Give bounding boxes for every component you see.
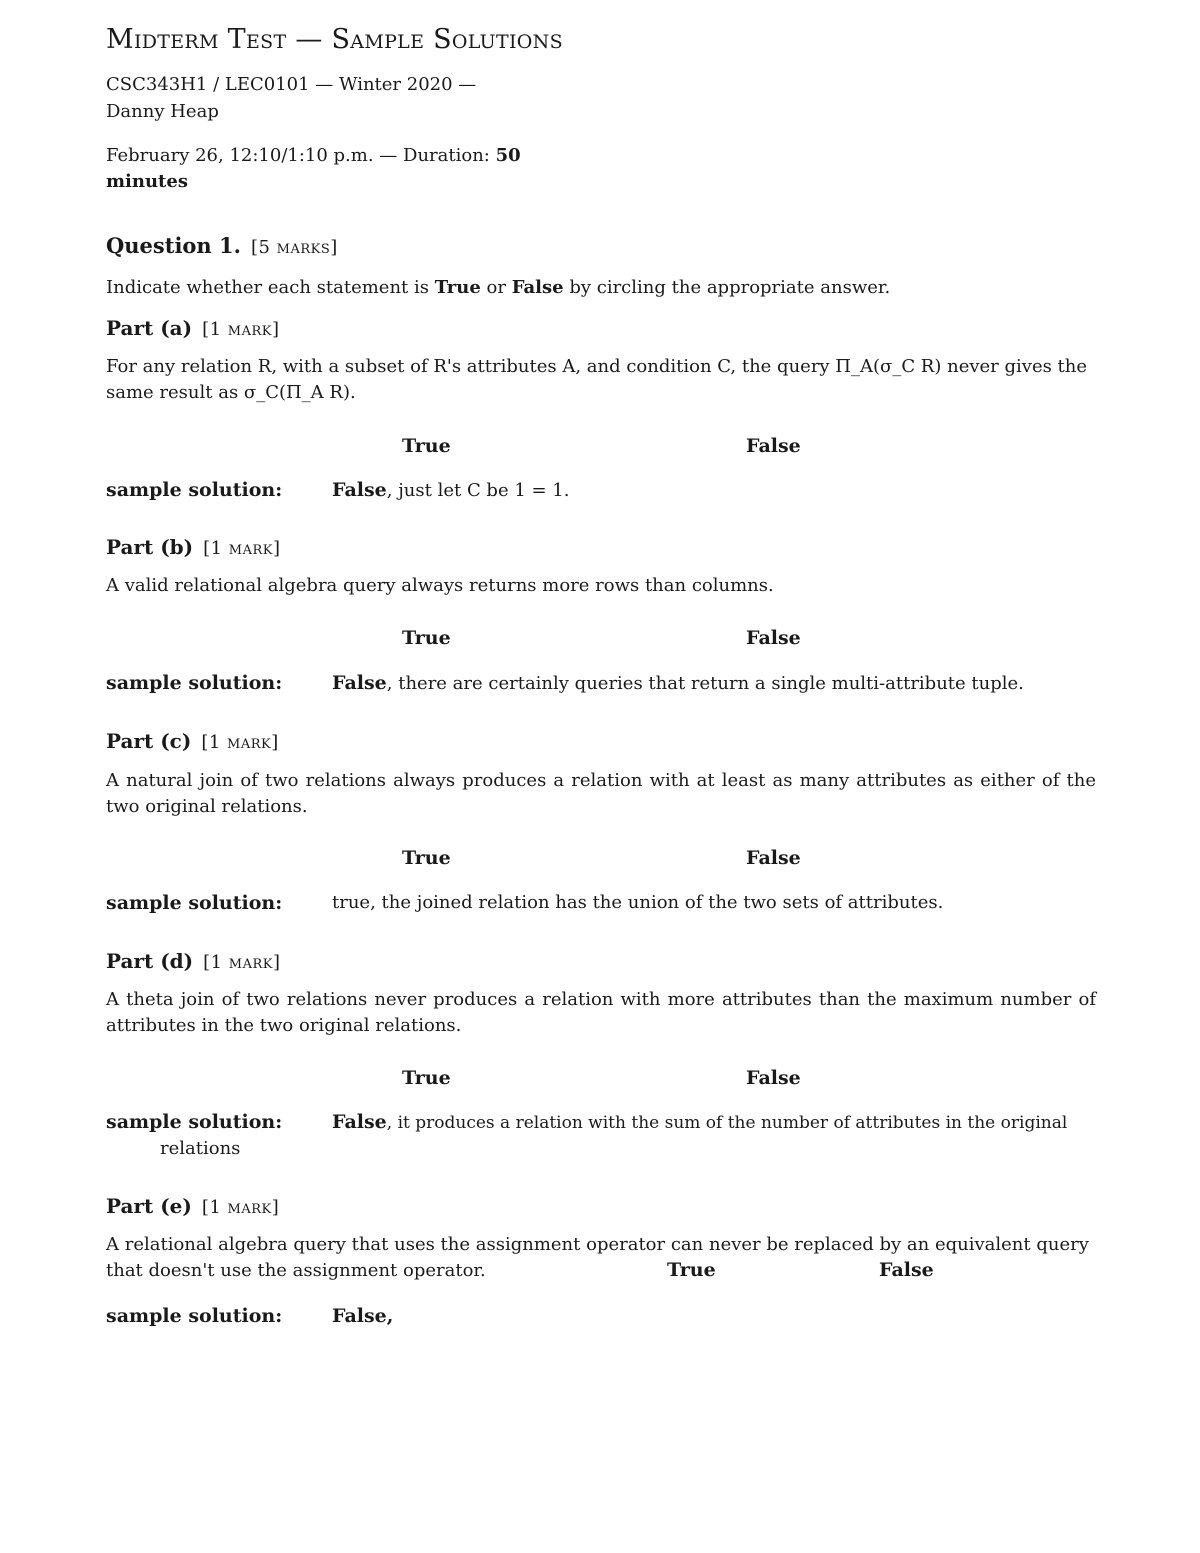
part-a-heading [106, 316, 280, 340]
part-label: Part (d) [106, 949, 194, 973]
part-d-heading [106, 949, 281, 973]
statement-line: For any relation R, with a subset of R's attributes A, and condition C, the query Π_A(σ_C R) never gives the [106, 356, 1088, 377]
part-c-solution [332, 892, 943, 913]
question-marks: [5 marks] [250, 237, 338, 258]
solution-label: sample solution: [106, 672, 283, 694]
part-b-solution [332, 672, 1024, 694]
solution-answer: False [332, 672, 387, 694]
part-b-heading [106, 535, 281, 559]
part-label: Part (b) [106, 535, 194, 559]
part-a-solution [332, 479, 569, 501]
duration-unit: minutes [106, 171, 188, 192]
choice-false[interactable]: False [879, 1259, 934, 1281]
choice-false[interactable]: False [746, 847, 801, 869]
solution-explanation: , the joined relation has the union of the two sets of attributes. [370, 892, 944, 913]
solution-answer: False, [332, 1305, 394, 1327]
solution-label: sample solution: [106, 892, 283, 914]
choice-true[interactable]: True [402, 627, 451, 649]
instructor-name: Danny Heap [106, 101, 219, 122]
statement-line: A relational algebra query that uses the assignment operator can never be replaced by an equivalent query [106, 1234, 1089, 1255]
choice-false[interactable]: False [746, 627, 801, 649]
date-text: February 26, 12:10/1:10 p.m. — Duration: [106, 145, 490, 166]
question-instructions: Indicate whether each statement is True or False by circling the appropriate answer. [106, 277, 891, 298]
statement-line: that doesn't use the assignment operator. [106, 1260, 486, 1281]
part-label: Part (a) [106, 316, 193, 340]
part-e-heading [106, 1194, 279, 1218]
duration-value: 50 [495, 145, 521, 166]
part-d-statement: A theta join of two relations never produces a relation with more attributes than the maximum number of attributes in the two original relations. [106, 989, 1096, 1036]
part-marks: [1 mark] [203, 952, 281, 973]
part-marks: [1 mark] [202, 319, 280, 340]
choice-true[interactable]: True [402, 435, 451, 457]
solution-label: sample solution: [106, 1111, 283, 1133]
part-a-statement [106, 354, 1096, 406]
solution-answer: False [332, 479, 387, 501]
part-label: Part (e) [106, 1194, 192, 1218]
solution-answer: true [332, 892, 371, 913]
solution-answer: False [332, 1111, 387, 1133]
choice-true[interactable]: True [402, 847, 451, 869]
statement-line: same result as σ_C(Π_A R). [106, 382, 356, 403]
solution-label: sample solution: [106, 479, 283, 501]
page-title: Midterm Test — Sample Solutions [106, 24, 563, 55]
course-line: CSC343H1 / LEC0101 — Winter 2020 — [106, 74, 477, 95]
solution-explanation: , just let C be 1 = 1. [386, 480, 570, 501]
choice-false[interactable]: False [746, 435, 801, 457]
question-heading [106, 233, 338, 258]
solution-explanation: , there are certainly queries that return a single multi-attribute tuple. [386, 673, 1024, 694]
part-e-solution [332, 1305, 393, 1327]
question-label: Question 1. [106, 233, 241, 258]
part-marks: [1 mark] [203, 538, 281, 559]
part-c-statement: A natural join of two relations always produces a relation with at least as many attributes as either of the two original relations. [106, 770, 1096, 817]
part-b-statement: A valid relational algebra query always returns more rows than columns. [106, 575, 774, 596]
part-marks: [1 mark] [201, 1197, 280, 1218]
date-duration-line [106, 143, 521, 169]
solution-label: sample solution: [106, 1305, 283, 1327]
part-d-solution-continuation: relations [160, 1138, 241, 1159]
part-marks: [1 mark] [201, 732, 279, 753]
choice-true[interactable]: True [667, 1259, 716, 1281]
part-d-solution [332, 1111, 1067, 1133]
choice-false[interactable]: False [746, 1067, 801, 1089]
solution-explanation: , it produces a relation with the sum of the number of attributes in the original [386, 1113, 1068, 1133]
part-label: Part (c) [106, 729, 192, 753]
part-c-heading [106, 729, 279, 753]
choice-true[interactable]: True [402, 1067, 451, 1089]
part-e-statement [106, 1232, 1096, 1284]
